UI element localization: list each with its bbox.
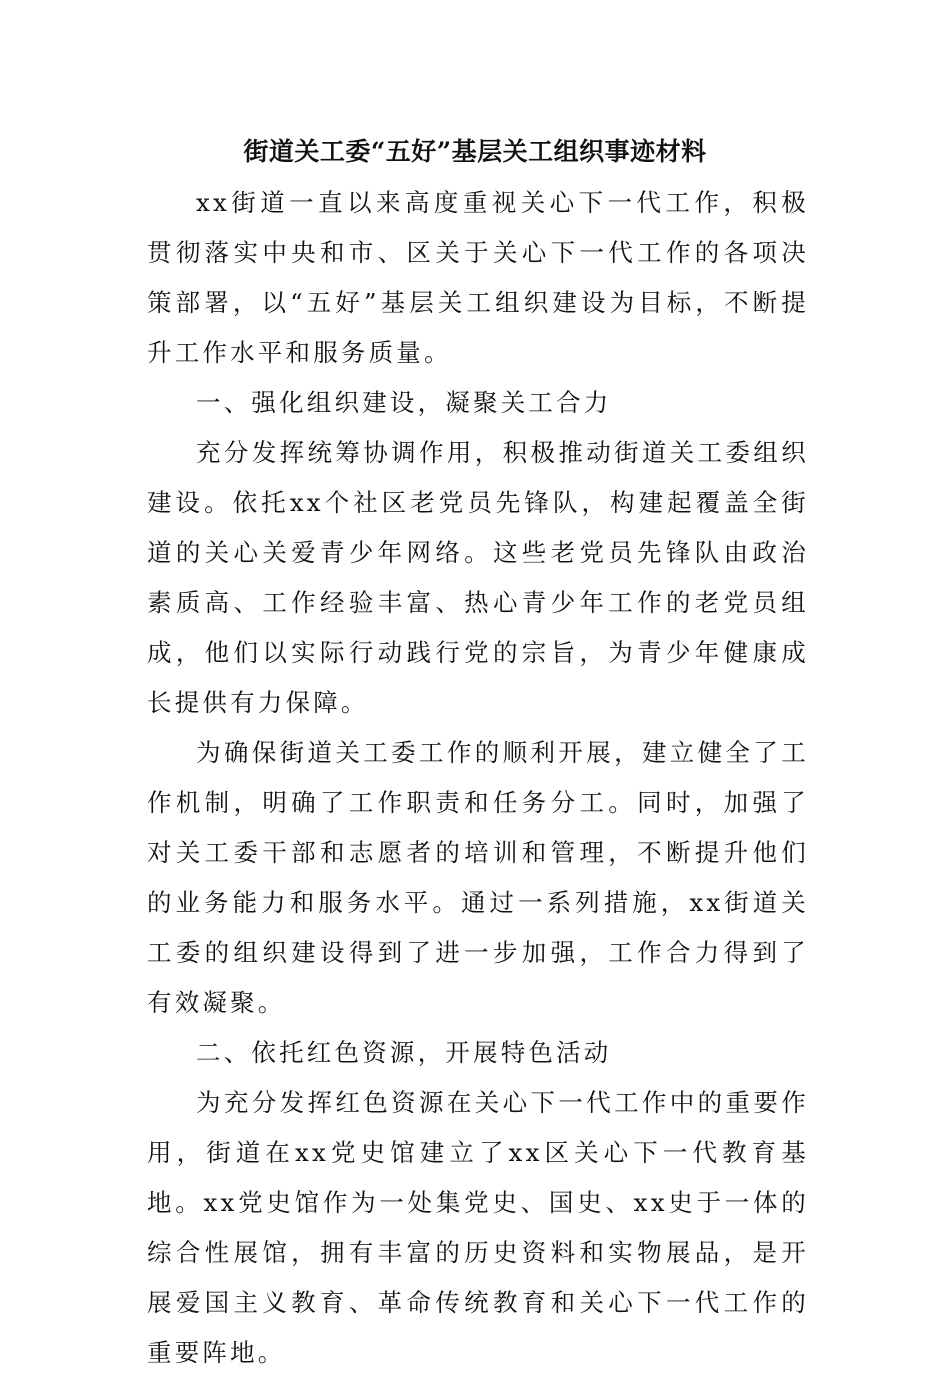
section-1-paragraph-1: 充分发挥统筹协调作用，积极推动街道关工委组织建设。依托xx个社区老党员先锋队，构建起覆盖全街道的关心关爱青少年网络。这些老党员先锋队由政治素质高、工作经验丰富、热心青少年工作的老党员组成，他们以实际行动践行党的宗旨，为青少年健康成长提供有力保障。 xyxy=(147,438,809,717)
section-2-paragraph-1: 为充分发挥红色资源在关心下一代工作中的重要作用，街道在xx党史馆建立了xx区关心下一代教育基地。xx党史馆作为一处集党史、国史、xx史于一体的综合性展馆，拥有丰富的历史资料和实物展品，是开展爱国主义教育、革命传统教育和关心下一代工作的重要阵地。 xyxy=(147,1088,809,1367)
document-body xyxy=(147,178,809,1378)
intro-paragraph: xx街道一直以来高度重视关心下一代工作，积极贯彻落实中央和市、区关于关心下一代工作的各项决策部署，以“五好”基层关工组织建设为目标，不断提升工作水平和服务质量。 xyxy=(147,188,809,367)
section-heading-1: 一、强化组织建设，凝聚关工合力 xyxy=(196,388,612,417)
section-1-paragraph-2: 为确保街道关工委工作的顺利开展，建立健全了工作机制，明确了工作职责和任务分工。同时，加强了对关工委干部和志愿者的培训和管理，不断提升他们的业务能力和服务水平。通过一系列措施，xx街道关工委的组织建设得到了进一步加强，工作合力得到了有效凝聚。 xyxy=(147,738,809,1017)
document-title: 街道关工委“五好”基层关工组织事迹材料 xyxy=(243,137,707,166)
section-heading-2: 二、依托红色资源，开展特色活动 xyxy=(196,1038,612,1067)
